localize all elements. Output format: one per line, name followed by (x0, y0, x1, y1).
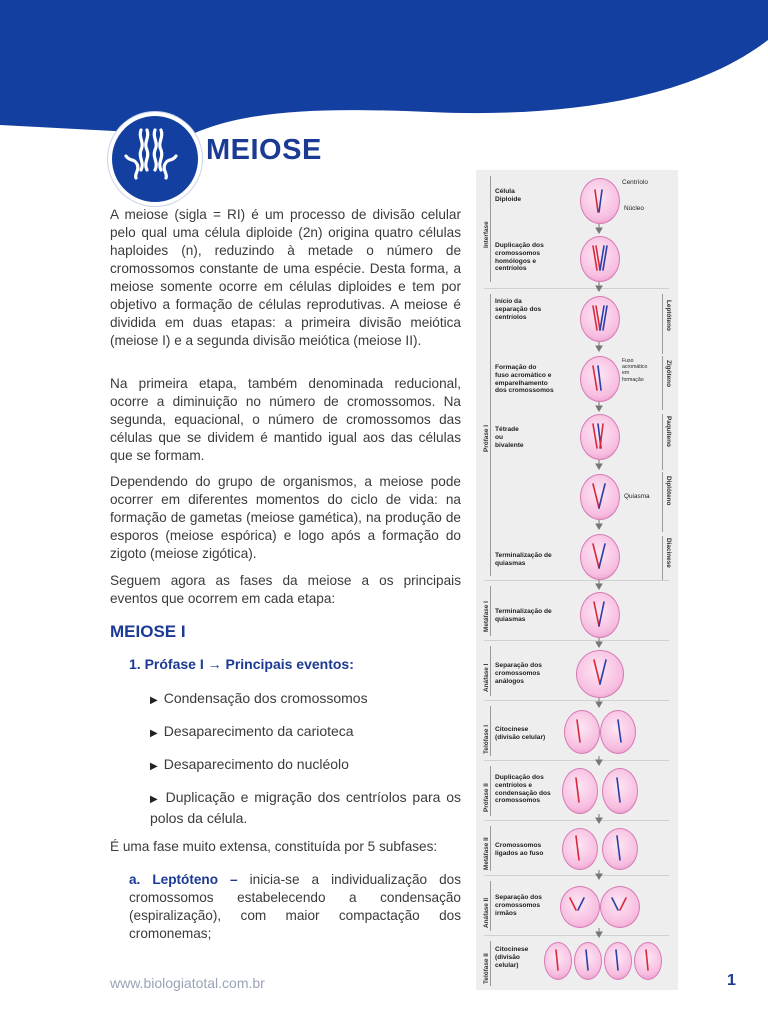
phase-label-telofase-2: Telófase II (483, 953, 490, 984)
stage-label-diploteno: Diplóteno (665, 476, 672, 506)
leptoteno-text: inicia-se a individualização dos cromossomos estabelecendo a condensação (espiralização), com maior compactação dos cromonemas; (129, 872, 461, 941)
triangle-bullet-icon: ▶ (150, 794, 160, 805)
step-label: Célula Diploide (495, 188, 522, 203)
step-label: Separação dos cromossomos irmãos (495, 894, 542, 917)
phase-label-telofase-1: Telófase I (483, 724, 490, 754)
bullet-item: ▶ Desaparecimento do nucléolo (150, 756, 349, 772)
phase-label-profase-1: Prófase I (483, 425, 490, 452)
phase-label-anafase-2: Anáfase II (483, 897, 490, 928)
reductional-paragraph: Na primeira etapa, também denominada reducional, ocorre a diminuição no número de cromossomos. Na segunda, equacional, o número de cromossomos das células que se dividem é mantido igual aos das células que se formam. (110, 376, 461, 463)
chromosomes-icon (108, 112, 194, 198)
bullet-item: ▶ Duplicação e migração dos centríolos para os polos da célula. (150, 789, 461, 826)
subphases-intro: É uma fase muito extensa, constituída por 5 subfases: (110, 839, 438, 854)
prophase-heading: 1. Prófase I → Principais eventos: (129, 656, 354, 672)
triangle-bullet-icon: ▶ (150, 761, 158, 772)
bullet-item: ▶ Desaparecimento da carioteca (150, 723, 354, 739)
step-label: Início da separação dos centríolos (495, 298, 542, 321)
stage-label-diacinese: Diacinese (665, 538, 672, 568)
intro-paragraph: A meiose (sigla = RI) é um processo de divisão celular pelo qual uma célula diploide (2n) origina quatro células haploides (n), reduzindo à metade o número de cromossomos constante de uma espécie. Desta forma, a meiose somente ocorre em células diploides e tem por objetivo a formação de células reprodutivas. A meiose é dividida em duas etapas: a primeira divisão meiótica (meiose I) e a segunda divisão meiótica (meiose II). (110, 207, 461, 348)
step-label: Duplicação dos centríolos e condensação dos cromossomos (495, 774, 551, 805)
life-cycle-paragraph: Dependendo do grupo de organismos, a meiose pode ocorrer em diferentes momentos do ciclo de vida: na formação de gametas (meiose gamética), na produção de esporos (meiose espórica) e logo após a formação do zigoto (meiose zigótica). (110, 474, 461, 561)
phase-label-metafase-1: Metáfase I (483, 601, 490, 632)
page-title: MEIOSE (206, 134, 322, 166)
leptoteno-label: a. Leptóteno – (129, 872, 238, 887)
phase-label-anafase-1: Anáfase I (483, 663, 490, 692)
leptoteno-paragraph (129, 871, 461, 943)
chromosomes-overlay (476, 170, 678, 990)
step-label: Citocinese (divisão celular) (495, 726, 546, 741)
section-heading-meiose-1: MEIOSE I (110, 622, 186, 641)
callout-centriolo: Centríolo (622, 179, 648, 186)
logo-badge (108, 112, 202, 206)
phases-intro-paragraph: Seguem agora as fases da meiose a os principais eventos que ocorrem em cada etapa: (110, 573, 461, 606)
step-label: Terminalização de quiasmas (495, 552, 552, 567)
stage-label-leptoteno: Leptóteno (665, 300, 672, 331)
page-number: 1 (727, 972, 736, 989)
footer-url[interactable]: www.biologiatotal.com.br (110, 975, 265, 991)
triangle-bullet-icon: ▶ (150, 695, 158, 706)
phase-label-profase-2: Prófase II (483, 783, 490, 812)
bullet-item: ▶ Condensação dos cromossomos (150, 690, 368, 706)
step-label: Separação dos cromossomos análogos (495, 662, 542, 685)
step-label: Citocinese (divisão celular) (495, 946, 529, 969)
stage-label-zigoteno: Zigóteno (665, 360, 672, 387)
triangle-bullet-icon: ▶ (150, 728, 158, 739)
step-label: Duplicação dos cromossomos homólogos e centríolos (495, 242, 544, 273)
phase-label-interfase: Interfase (483, 221, 490, 248)
step-label: Cromossomos ligados ao fuso (495, 842, 544, 857)
step-label: Terminalização de quiasmas (495, 608, 552, 623)
step-label: Formação do fuso acromático e emparelhamento dos cromossomos (495, 364, 554, 395)
stage-label-paquiteno: Paquíteno (665, 416, 672, 447)
callout-quiasma: Quiasma (624, 493, 650, 500)
callout-fuso: Fuso acromático em formação (622, 358, 648, 383)
step-label: Tétrade ou bivalente (495, 426, 524, 449)
phase-label-metafase-2: Metáfase II (483, 837, 490, 870)
callout-nucleo: Núcleo (624, 205, 644, 212)
meiosis-stages-figure (476, 170, 678, 990)
